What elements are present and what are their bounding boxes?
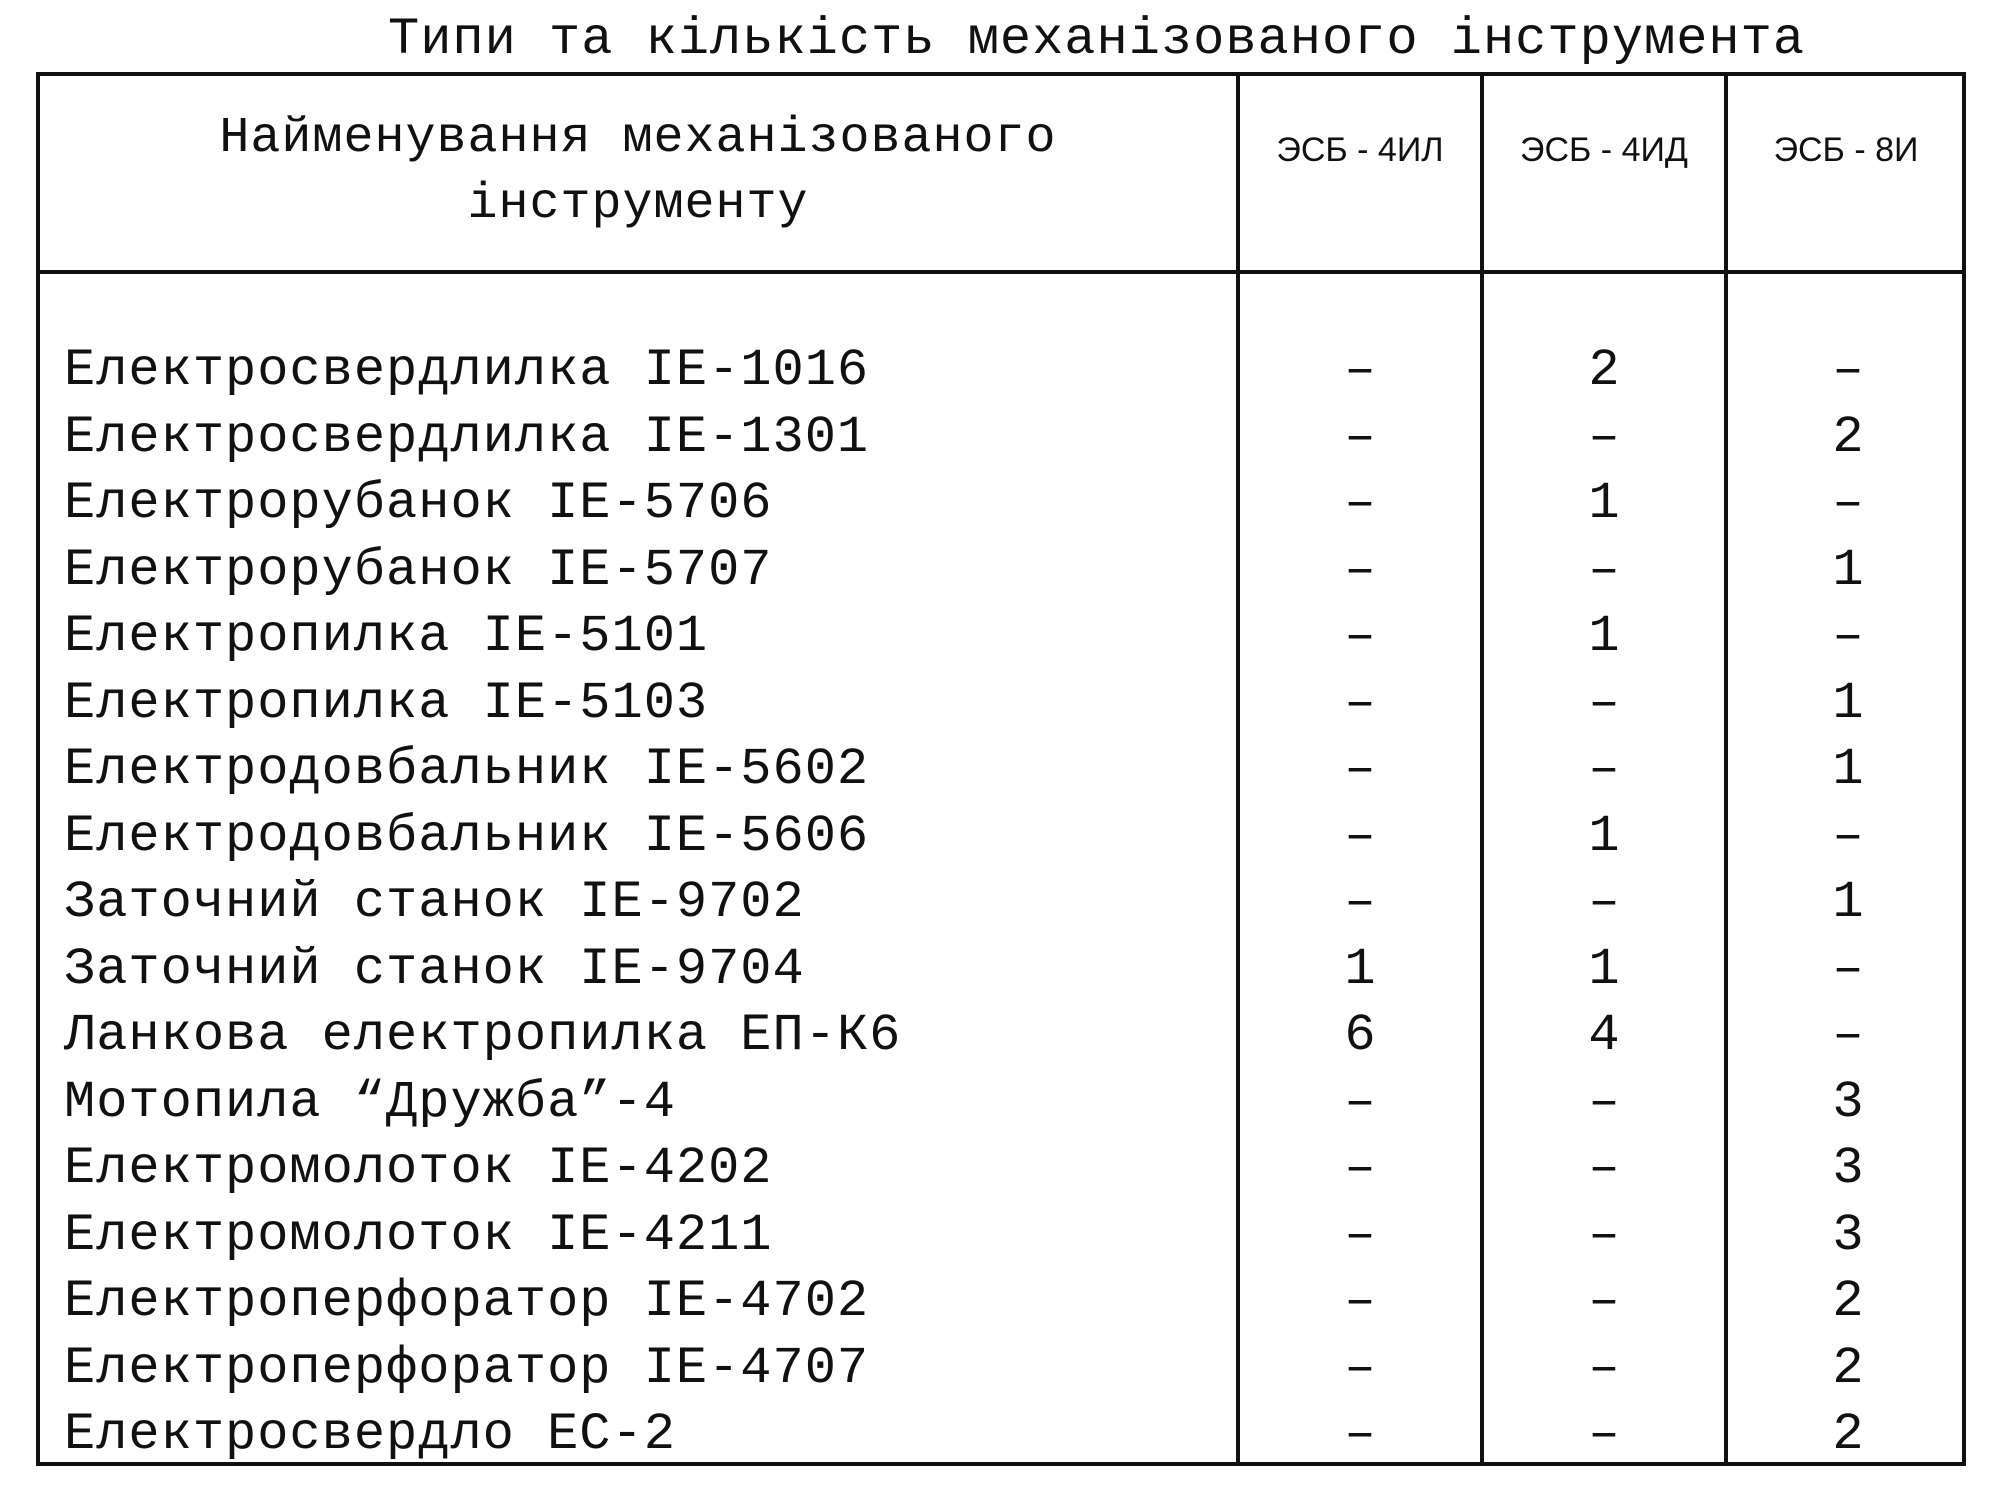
instrument-name: Електродовбальник IE-5602 bbox=[64, 740, 870, 799]
quantity-cell-2: – bbox=[1588, 1338, 1620, 1398]
table-row bbox=[40, 804, 1962, 871]
quantity-cell-3: 3 bbox=[1832, 1205, 1864, 1265]
table-row bbox=[40, 471, 1962, 538]
header-name-line1: Найменування механізованого bbox=[219, 110, 1057, 167]
quantity-cell-3: 1 bbox=[1832, 673, 1864, 733]
quantity-cell-2: – bbox=[1588, 1072, 1620, 1132]
quantity-cell-1: – bbox=[1344, 341, 1376, 400]
table-row bbox=[40, 1203, 1962, 1270]
quantity-cell-3: – bbox=[1832, 806, 1864, 866]
instrument-name: Заточний станок IE-9702 bbox=[64, 873, 805, 932]
quantity-cell-2: 1 bbox=[1588, 607, 1620, 666]
table-row bbox=[40, 405, 1962, 472]
table-row bbox=[40, 1003, 1962, 1070]
quantity-cell-1: – bbox=[1344, 1405, 1376, 1464]
instrument-name: Електрорубанок IE-5707 bbox=[64, 540, 773, 600]
quantity-cell-3: 3 bbox=[1832, 1139, 1864, 1198]
table-row bbox=[40, 937, 1962, 1004]
quantity-cell-2: 1 bbox=[1588, 806, 1620, 866]
quantity-cell-1: – bbox=[1344, 607, 1376, 666]
quantity-cell-1: 1 bbox=[1344, 939, 1376, 999]
quantity-cell-2: – bbox=[1588, 1139, 1620, 1198]
instrument-name: Електрорубанок IE-5706 bbox=[64, 474, 773, 533]
quantity-cell-1: – bbox=[1344, 873, 1376, 932]
quantity-cell-1: – bbox=[1344, 474, 1376, 533]
quantity-cell-3: 2 bbox=[1832, 1338, 1864, 1398]
header-col-esb-4il: ЭСБ - 4ИЛ bbox=[1276, 131, 1444, 169]
table-row bbox=[40, 1402, 1962, 1469]
quantity-cell-1: – bbox=[1344, 1272, 1376, 1331]
table-row bbox=[40, 870, 1962, 937]
quantity-cell-1: – bbox=[1344, 1139, 1376, 1198]
quantity-cell-1: – bbox=[1344, 1072, 1376, 1132]
quantity-cell-2: – bbox=[1588, 540, 1620, 600]
header-col-esb-8i: ЭСБ - 8И bbox=[1773, 131, 1919, 169]
quantity-cell-3: – bbox=[1832, 1006, 1864, 1065]
quantity-cell-3: 3 bbox=[1832, 1072, 1864, 1132]
table-row bbox=[40, 538, 1962, 605]
instrument-name: Електросвердло ЕС-2 bbox=[64, 1405, 676, 1464]
quantity-cell-1: – bbox=[1344, 740, 1376, 799]
quantity-cell-2: – bbox=[1588, 740, 1620, 799]
instrument-name: Ланкова електропилка ЕП-К6 bbox=[64, 1006, 902, 1065]
quantity-cell-3: – bbox=[1832, 474, 1864, 533]
quantity-cell-3: – bbox=[1832, 607, 1864, 666]
quantity-cell-2: 1 bbox=[1588, 474, 1620, 533]
instrument-name: Електроперфоратор IE-4702 bbox=[64, 1272, 870, 1331]
instrument-name: Електромолоток IE-4211 bbox=[64, 1205, 773, 1265]
quantity-cell-1: – bbox=[1344, 1338, 1376, 1398]
quantity-cell-3: 2 bbox=[1832, 1405, 1864, 1464]
quantity-cell-3: 1 bbox=[1832, 540, 1864, 600]
header-divider bbox=[40, 270, 1962, 274]
quantity-cell-2: – bbox=[1588, 673, 1620, 733]
instrument-name: Електросвердлилка IE-1301 bbox=[64, 407, 870, 467]
instrument-name: Електропилка IE-5103 bbox=[64, 673, 709, 733]
quantity-cell-1: 6 bbox=[1344, 1006, 1376, 1065]
quantity-cell-1: – bbox=[1344, 540, 1376, 600]
quantity-cell-3: – bbox=[1832, 939, 1864, 999]
instrument-table bbox=[36, 72, 1966, 1466]
quantity-cell-3: 2 bbox=[1832, 1272, 1864, 1331]
quantity-cell-3: 2 bbox=[1832, 407, 1864, 467]
instrument-name: Електросвердлилка IE-1016 bbox=[64, 341, 870, 400]
quantity-cell-2: – bbox=[1588, 407, 1620, 467]
instrument-name: Електромолоток IE-4202 bbox=[64, 1139, 773, 1198]
table-row bbox=[40, 1336, 1962, 1403]
header-col-esb-4id: ЭСБ - 4ИД bbox=[1520, 131, 1688, 169]
header-name-line2: інструменту bbox=[467, 176, 809, 233]
quantity-cell-2: 2 bbox=[1588, 341, 1620, 400]
table-row bbox=[40, 1269, 1962, 1336]
header-name-cell bbox=[40, 106, 1236, 238]
quantity-cell-2: 4 bbox=[1588, 1006, 1620, 1065]
table-row bbox=[40, 1136, 1962, 1203]
table-row bbox=[40, 737, 1962, 804]
quantity-cell-2: – bbox=[1588, 873, 1620, 932]
table-row bbox=[40, 1070, 1962, 1137]
table-row bbox=[40, 604, 1962, 671]
table-body bbox=[40, 338, 1962, 1469]
instrument-name: Заточний станок IE-9704 bbox=[64, 939, 805, 999]
quantity-cell-3: – bbox=[1832, 341, 1864, 400]
quantity-cell-1: – bbox=[1344, 1205, 1376, 1265]
instrument-name: Електроперфоратор IE-4707 bbox=[64, 1338, 870, 1398]
quantity-cell-2: – bbox=[1588, 1205, 1620, 1265]
quantity-cell-1: – bbox=[1344, 673, 1376, 733]
instrument-name: Електродовбальник IE-5606 bbox=[64, 806, 870, 866]
quantity-cell-3: 1 bbox=[1832, 873, 1864, 932]
quantity-cell-2: 1 bbox=[1588, 939, 1620, 999]
quantity-cell-3: 1 bbox=[1832, 740, 1864, 799]
quantity-cell-2: – bbox=[1588, 1272, 1620, 1331]
table-row bbox=[40, 671, 1962, 738]
quantity-cell-2: – bbox=[1588, 1405, 1620, 1464]
instrument-name: Електропилка IE-5101 bbox=[64, 607, 709, 666]
table-row bbox=[40, 338, 1962, 405]
quantity-cell-1: – bbox=[1344, 806, 1376, 866]
instrument-name: Мотопила “Дружба”-4 bbox=[64, 1072, 676, 1132]
table-title: Типи та кількість механізованого інструмента bbox=[388, 10, 1806, 69]
quantity-cell-1: – bbox=[1344, 407, 1376, 467]
